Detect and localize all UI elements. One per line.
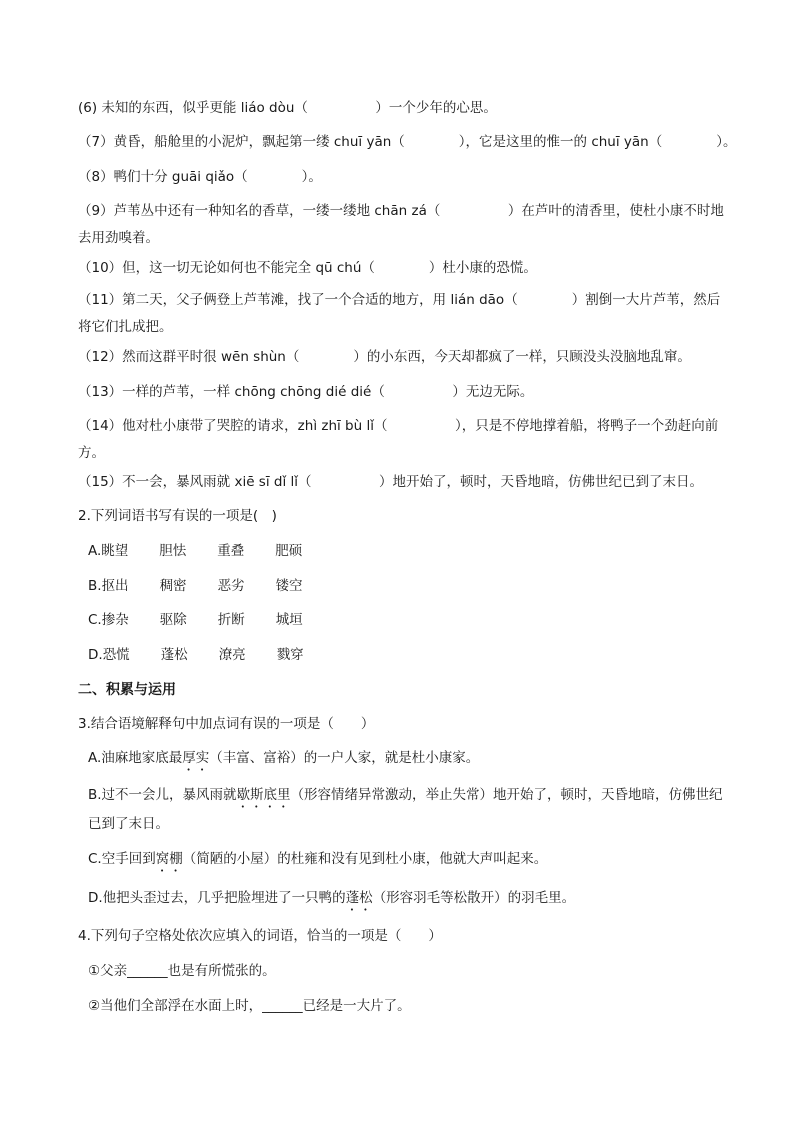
section-heading: 二、积累与运用	[78, 682, 176, 698]
pinyin-item-11: （11）第二天，父子俩登上芦苇滩，找了一个合适的地方，用 lián dāo（ ）割倒一大片芦苇，然后将它们扎成把。	[78, 292, 721, 335]
pinyin-item-10: （10）但，这一切无论如何也不能完全 qū chú（ ）杜小康的恐慌。	[78, 260, 537, 276]
pinyin-item-9: （9）芦苇丛中还有一种知名的香草，一缕一缕地 chān zá（ ）在芦叶的清香里，使杜小康不时地去用劲嗅着。	[78, 203, 724, 246]
option-word: 镂空	[275, 578, 303, 594]
question-2-stem: 2.下列词语书写有误的一项是( )	[78, 508, 277, 524]
pinyin-item-8: （8）鸭们十分 guāi qiǎo（ ）。	[78, 169, 322, 185]
option-word: 掺杂	[101, 612, 129, 628]
pinyin-item-15: （15）不一会，暴风雨就 xiē sī dǐ lǐ（ ）地开始了，顿时，天昏地暗，仿佛世纪已到了末日。	[78, 474, 703, 490]
question-2-option-c[interactable]	[88, 610, 738, 630]
question-3-stem: 3.结合语境解释句中加点词有误的一项是（ ）	[78, 716, 375, 732]
option-text: （形容羽毛等松散开）的羽毛里。	[372, 890, 576, 906]
option-word: 戮穿	[276, 647, 304, 663]
option-word: 肥硕	[275, 543, 303, 559]
option-word: 重叠	[217, 543, 245, 559]
question-4-sentence-2: ②当他们全部浮在水面上时，______已经是一大片了。	[88, 998, 411, 1014]
option-word: 驱除	[159, 612, 187, 628]
option-word: 抠出	[101, 578, 129, 594]
option-text: （简陋的小屋）的杜雍和没有见到杜小康，他就大声叫起来。	[182, 851, 548, 867]
option-word: 恶劣	[217, 578, 245, 594]
option-text: （形容情绪异常激动，举止失常）地开始了，顿时，天昏地暗，仿佛世纪已到了末日。	[88, 787, 723, 832]
dotted-word: 窝棚	[155, 851, 183, 867]
option-text: A.油麻地家底最	[88, 750, 183, 766]
question-2-option-b[interactable]	[88, 576, 738, 596]
option-text: （丰富、富裕）的一户人家，就是杜小康家。	[209, 750, 480, 766]
option-word: 蓬松	[160, 647, 188, 663]
pinyin-item-14: （14）他对杜小康带了哭腔的请求，zhì zhī bù lǐ（ ），只是不停地撑着船，将鸭子一个劲赶向前方。	[78, 418, 719, 461]
option-label: B.	[88, 578, 102, 594]
option-word: 折断	[217, 612, 245, 628]
option-word: 稠密	[159, 578, 187, 594]
dotted-word: 蓬松	[345, 890, 373, 906]
dotted-word: 歇斯底里	[236, 787, 291, 803]
pinyin-item-12: （12）然而这群平时很 wēn shùn（ ）的小东西，今天却都疯了一样，只顾没头没脑地乱窜。	[78, 349, 691, 365]
question-3-option-b[interactable]	[88, 782, 728, 838]
question-4-stem: 4.下列句子空格处依次应填入的词语，恰当的一项是（ ）	[78, 928, 442, 944]
option-text: D.他把头歪过去，几乎把脸埋进了一只鸭的	[88, 890, 346, 906]
option-word: 恐慌	[102, 647, 130, 663]
option-word: 潦亮	[218, 647, 246, 663]
option-word: 城垣	[275, 612, 303, 628]
pinyin-item-7: （7）黄昏，船舱里的小泥炉，飘起第一缕 chuī yān（ ），它是这里的惟一的 chuī yān（ ）。	[78, 134, 737, 150]
option-text: C.空手回到	[88, 851, 156, 867]
option-word: 眺望	[101, 543, 129, 559]
option-label: D.	[88, 647, 103, 663]
question-2-option-a[interactable]	[88, 541, 738, 561]
option-label: C.	[88, 612, 102, 628]
pinyin-item-6: (6) 未知的东西，似乎更能 liáo dòu（ ）一个少年的心思。	[78, 100, 497, 116]
question-4-sentence-1: ①父亲______也是有所慌张的。	[88, 963, 276, 979]
pinyin-item-13: （13）一样的芦苇，一样 chōng chōng dié dié（ ）无边无际。	[78, 384, 534, 400]
question-3-option-c[interactable]	[88, 849, 738, 875]
option-label: A.	[88, 543, 102, 559]
question-2-option-d[interactable]	[88, 645, 738, 665]
question-3-option-a[interactable]	[88, 748, 738, 774]
dotted-word: 厚实	[182, 750, 210, 766]
question-3-option-d[interactable]	[88, 888, 738, 914]
option-text: B.过不一会儿，暴风雨就	[88, 787, 237, 803]
option-word: 胆怯	[159, 543, 187, 559]
